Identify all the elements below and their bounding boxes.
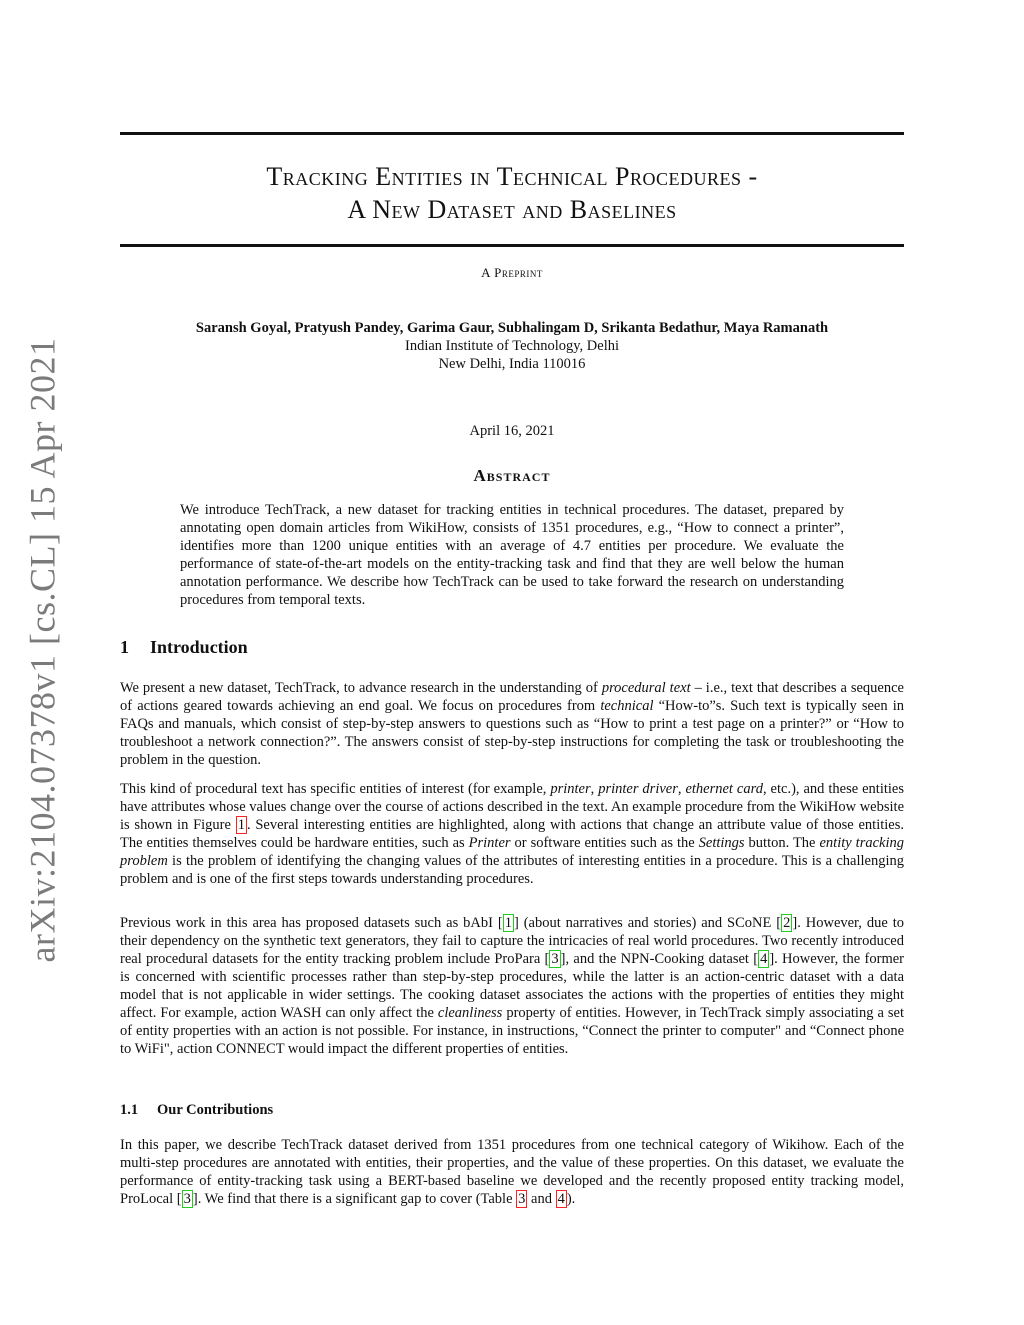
affiliation-institute: Indian Institute of Technology, Delhi — [404, 338, 620, 354]
text-run: “How-to”s. Such text is typically seen in FAQs and manuals, which consist of step-by-step answers to questions such as “How to print a test page on a printer?” or “How to troubleshoot a network connection?”. The answers consist of step-by-step instructions for completing the task or troubleshooting the problem in the question. — [120, 698, 905, 768]
emphasis: cleanliness — [437, 1005, 503, 1021]
text-run: , etc.), and these entities have attributes whose values change over the course of actions described in the text. An example procedure from the WikiHow website is shown in Figure — [120, 781, 904, 833]
text-run: Previous work in this area has proposed datasets such as bAbI [ — [120, 915, 503, 931]
text-run: ). — [566, 1191, 576, 1207]
text-run: button. The — [744, 835, 820, 851]
section-heading-introduction — [120, 637, 248, 658]
preprint-label: A Preprint — [481, 265, 543, 280]
title-bottom-rule — [120, 244, 904, 247]
text-run: – i.e., text that describes a sequence of actions geared towards achieving an end goal. We focus on procedures from — [120, 680, 904, 714]
intro-paragraph-2 — [120, 780, 904, 888]
arxiv-identifier: arXiv:2104.07378v1 [cs.CL] 15 Apr 2021 — [22, 337, 62, 963]
paper-date: April 16, 2021 — [469, 423, 555, 439]
text-run: , — [677, 781, 686, 797]
text-run: and — [527, 1191, 556, 1207]
table-reference-link[interactable]: 4 — [557, 1191, 565, 1207]
citation-link[interactable]: 1 — [504, 915, 512, 931]
text-run: ], and the NPN-Cooking dataset [ — [560, 951, 759, 967]
abstract-text: We introduce TechTrack, a new dataset for tracking entities in technical procedures. The dataset, prepared by annotating open domain articles from WikiHow, consists of 1351 procedures, e.g., “How to connect a printer”, identifies more than 1200 unique entities with an average of 4.7 entities per procedure. We evaluate the performance of state-of-the-art models on the entity-tracking task and find that they are well below the human annotation performance. We describe how TechTrack can be used to take forward the research on understanding procedures from temporal texts. — [180, 502, 844, 608]
intro-paragraph-3 — [120, 914, 904, 1058]
emphasis: ethernet card — [685, 781, 763, 797]
text-run: ]. We find that there is a significant gap to cover (Table — [192, 1191, 517, 1207]
emphasis: entity tracking problem — [120, 835, 904, 869]
subsection-heading-contributions — [120, 1102, 273, 1119]
citation-link[interactable]: 2 — [783, 915, 791, 931]
subsection-number: 1.1 — [120, 1102, 139, 1118]
text-run: We present a new dataset, TechTrack, to advance research in the understanding of — [120, 680, 602, 696]
text-run: . Several interesting entities are highlighted, along with actions that change an attribute value of those entities. The entities themselves could be hardware entities, such as — [120, 817, 904, 851]
title-line-2: A New Dataset and Baselines — [347, 195, 677, 224]
emphasis: procedural text — [601, 680, 691, 696]
text-run: , — [590, 781, 599, 797]
text-run: This kind of procedural text has specific entities of interest (for example, — [120, 781, 551, 797]
text-run: ]. However, due to their dependency on the synthetic text generators, they fail to capture the intricacies of real world procedures. Two recently introduced real procedural datasets for the entity tracking problem include ProPara [ — [120, 915, 904, 967]
affiliation-address: New Delhi, India 110016 — [438, 356, 586, 372]
emphasis: printer — [550, 781, 591, 797]
citation-link[interactable]: 4 — [760, 951, 768, 967]
text-run: is the problem of identifying the changing values of the attributes of interesting entities in a procedure. This is a challenging problem and is one of the first steps towards understanding procedures. — [120, 853, 904, 887]
text-run: property of entities. However, in TechTrack simply associating a set of entity properties with an action is not possible. For instance, in instructions, “Connect the printer to computer" and “Connect phone to WiFi", action CONNECT would impact the different properties of entities. — [120, 1005, 904, 1057]
text-run: or software entities such as the — [510, 835, 699, 851]
table-reference-link[interactable]: 3 — [518, 1191, 526, 1207]
arxiv-sidebar-stamp — [19, 337, 65, 963]
abstract-heading: Abstract — [473, 466, 551, 485]
emphasis: Printer — [468, 835, 511, 851]
emphasis: Settings — [698, 835, 745, 851]
subsection-title: Our Contributions — [157, 1102, 274, 1118]
emphasis: technical — [600, 698, 654, 714]
citation-link[interactable]: 3 — [551, 951, 559, 967]
emphasis: printer driver — [598, 781, 678, 797]
paper-title — [120, 160, 904, 226]
title-top-rule — [120, 132, 904, 135]
author-names: Saransh Goyal, Pratyush Pandey, Garima Gaur, Subhalingam D, Srikanta Bedathur, Maya Ramanath — [195, 320, 829, 336]
title-line-1: Tracking Entities in Technical Procedures - — [266, 162, 758, 191]
text-run: ] (about narratives and stories) and SCoNE [ — [513, 915, 782, 931]
section-title: Introduction — [150, 637, 248, 657]
contributions-paragraph — [120, 1136, 904, 1208]
text-run: ]. However, the former is concerned with scientific processes rather than step-by-step procedures, while the latter is an action-centric dataset with a data model that is not applicable in wider settings. The cooking dataset associates the actions with the properties of entities they might affect. For example, action WASH can only affect the — [120, 951, 904, 1021]
figure-reference-link[interactable]: 1 — [237, 817, 245, 833]
author-block — [120, 319, 904, 373]
intro-paragraph-1 — [120, 679, 904, 769]
text-run: In this paper, we describe TechTrack dataset derived from 1351 procedures from one technical category of Wikihow. Each of the multi-step procedures are annotated with entities, their properties, and the value of these properties. On this dataset, we evaluate the performance of entity-tracking task using a BERT-based baseline we developed and the recently proposed entity tracking model, ProLocal [ — [120, 1137, 904, 1207]
section-number: 1 — [120, 637, 129, 657]
citation-link[interactable]: 3 — [183, 1191, 191, 1207]
